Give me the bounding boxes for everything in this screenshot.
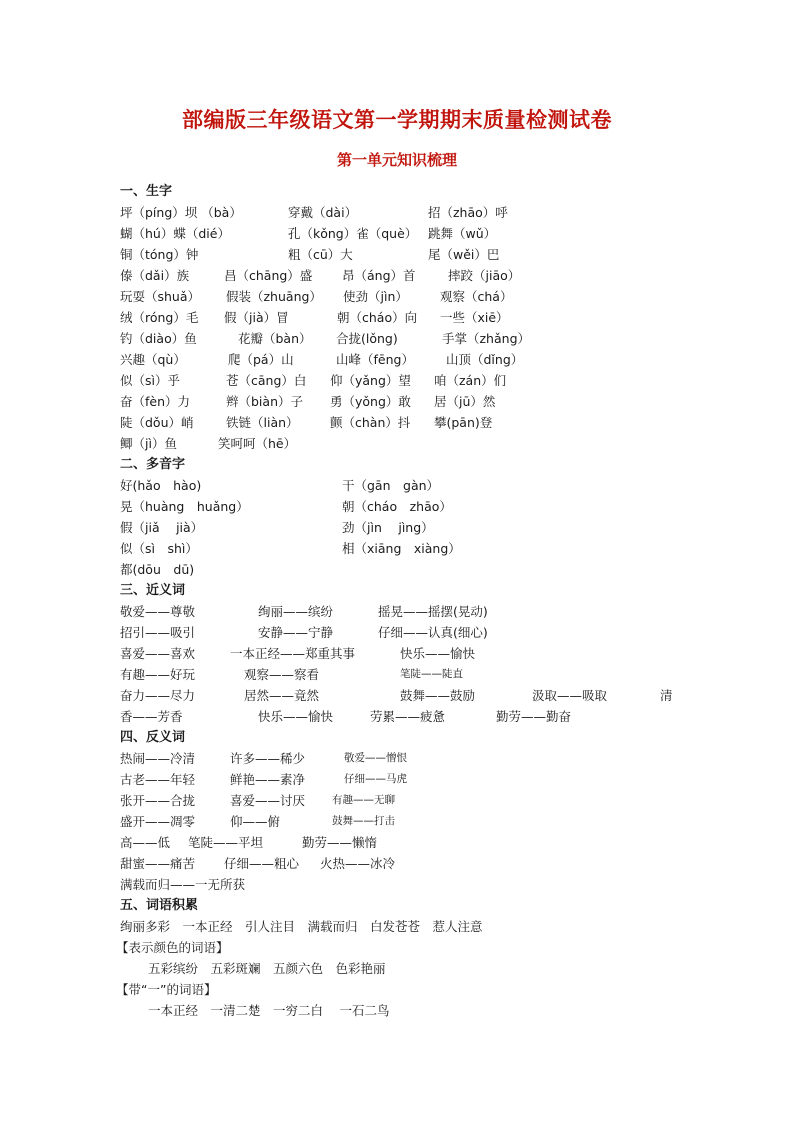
char-entry: 似（sì）乎 — [120, 373, 180, 388]
antonym-pair: 仰——俯 — [230, 814, 281, 829]
polyphone-entry: 晃（huàng huǎng） — [120, 499, 249, 514]
polyphone-row — [120, 496, 720, 517]
synonym-pair: 勤劳——勤奋 — [496, 709, 572, 724]
char-entry: 笑呵呵（hē） — [218, 436, 297, 451]
antonym-pair: 满载而归——一无所获 — [120, 877, 246, 892]
section-heading-antonyms: 四、反义词 — [120, 730, 186, 745]
char-entry: 假（jià）冒 — [224, 310, 289, 325]
char-row — [120, 370, 720, 391]
polyphone-entry: 假（jiǎ jià） — [120, 520, 204, 535]
synonym-pair: 敬爱——尊敬 — [120, 604, 196, 619]
char-entry: 仰（yǎng）望 — [330, 373, 411, 388]
antonym-row — [120, 874, 720, 895]
antonym-pair: 勤劳——懒惰 — [302, 835, 378, 850]
antonym-pair: 敬爱——憎恨 — [344, 752, 407, 764]
char-entry: 山顶（dǐng） — [446, 352, 524, 367]
vocabulary-line: 绚丽多彩 一本正经 引人注目 满载而归 白发苍苍 惹人注意 — [120, 919, 483, 934]
synonym-pair: 香——芳香 — [120, 709, 183, 724]
vocabulary-subheading-yi: 【带“一”的词语】 — [116, 982, 217, 997]
char-entry: 蝴（hú）蝶（dié） — [120, 226, 230, 241]
char-entry: 傣（dǎi）族 — [120, 268, 190, 283]
synonym-pair: 摇晃——摇摆(晃动) — [378, 604, 488, 619]
polyphone-entry: 干（gān gàn） — [342, 478, 440, 493]
synonym-row — [120, 622, 720, 643]
char-entry: 孔（kǒng）雀（què） — [288, 226, 418, 241]
char-entry: 铁链（liàn） — [226, 415, 299, 430]
antonym-row — [120, 790, 720, 811]
char-entry: 花瓣（bàn） — [238, 331, 312, 346]
antonym-pair: 火热——冰冷 — [320, 856, 396, 871]
char-row — [120, 433, 720, 454]
polyphone-row — [120, 559, 720, 580]
synonym-pair: 劳累——疲惫 — [370, 709, 446, 724]
polyphone-entry: 朝（cháo zhāo） — [342, 499, 452, 514]
antonym-pair: 热闹——冷清 — [120, 751, 196, 766]
synonym-pair: 奋力——尽力 — [120, 688, 196, 703]
char-entry: 跳舞（wǔ） — [428, 226, 497, 241]
antonym-pair: 盛开——凋零 — [120, 814, 196, 829]
synonym-row — [120, 601, 720, 622]
char-entry: 鲫（jì）鱼 — [120, 436, 177, 451]
synonym-pair: 安静——宁静 — [258, 625, 334, 640]
synonym-pair: 快乐——愉快 — [400, 646, 476, 661]
char-entry: 昌（chāng）盛 — [224, 268, 313, 283]
synonym-pair: 一本正经——郑重其事 — [230, 646, 356, 661]
synonym-row — [120, 685, 720, 706]
antonym-pair: 甜蜜——痛苦 — [120, 856, 196, 871]
char-entry: 招（zhāo）呼 — [428, 205, 508, 220]
section-heading-characters: 一、生字 — [120, 184, 173, 199]
vocabulary-yi-words: 一本正经 一清二楚 一穷二白 一石二鸟 — [148, 1003, 390, 1018]
synonym-pair: 仔细——认真(细心) — [378, 625, 488, 640]
antonym-pair: 笔陡——平坦 — [188, 835, 264, 850]
document-body — [116, 181, 720, 1021]
synonym-pair: 汲取——吸取 — [532, 688, 608, 703]
antonym-pair: 鲜艳——素净 — [230, 772, 306, 787]
synonym-pair: 有趣——好玩 — [120, 667, 196, 682]
char-entry: 昂（áng）首 — [342, 268, 416, 283]
char-entry: 使劲（jìn） — [343, 289, 408, 304]
unit-subtitle: 第一单元知识梳理 — [336, 151, 457, 169]
polyphone-entry: 相（xiāng xiàng） — [342, 541, 461, 556]
antonym-pair: 仔细——粗心 — [224, 856, 300, 871]
char-entry: 玩耍（shuǎ） — [120, 289, 201, 304]
synonym-pair: 居然——竟然 — [244, 688, 320, 703]
char-row — [120, 349, 720, 370]
char-entry: 陡（dǒu）峭 — [120, 415, 194, 430]
char-row — [120, 244, 720, 265]
char-entry: 苍（cāng）白 — [226, 373, 307, 388]
char-entry: 钓（diào）鱼 — [120, 331, 197, 346]
char-entry: 一些（xiē） — [440, 310, 509, 325]
polyphone-row — [120, 538, 720, 559]
char-entry: 咱（zán）们 — [434, 373, 507, 388]
synonym-pair-fragment: 清 — [660, 688, 673, 703]
char-row — [120, 328, 720, 349]
synonym-pair: 喜爱——喜欢 — [120, 646, 196, 661]
char-entry: 绒（róng）毛 — [120, 310, 199, 325]
char-entry: 粗（cū）大 — [288, 247, 353, 262]
antonym-pair: 鼓舞——打击 — [332, 815, 395, 827]
vocabulary-subheading-colors: 【表示颜色的词语】 — [116, 940, 229, 955]
antonym-pair: 有趣——无聊 — [332, 794, 395, 806]
synonym-pair: 鼓舞——鼓励 — [400, 688, 476, 703]
char-entry: 攀(pān)登 — [434, 415, 493, 430]
antonym-pair: 古老——年轻 — [120, 772, 196, 787]
char-entry: 朝（cháo）向 — [337, 310, 418, 325]
page-title: 部编版三年级语文第一学期期末质量检测试卷 — [182, 108, 612, 132]
char-entry: 手掌（zhǎng） — [442, 331, 531, 346]
char-entry: 山峰（fēng） — [336, 352, 414, 367]
polyphone-row — [120, 475, 720, 496]
char-entry: 勇（yǒng）敢 — [330, 394, 411, 409]
char-entry: 尾（wěi）巴 — [428, 247, 500, 262]
antonym-pair: 喜爱——讨厌 — [230, 793, 306, 808]
char-row — [120, 412, 720, 433]
char-row — [120, 202, 720, 223]
polyphone-entry: 劲（jìn jìng） — [342, 520, 434, 535]
synonym-row — [120, 706, 720, 727]
char-entry: 合拢(lǒng) — [336, 331, 398, 346]
char-entry: 爬（pá）山 — [228, 352, 294, 367]
section-heading-polyphones: 二、多音字 — [120, 457, 186, 472]
char-entry: 穿戴（dài） — [288, 205, 358, 220]
char-entry: 居（jū）然 — [434, 394, 496, 409]
char-entry: 颤（chàn）抖 — [330, 415, 411, 430]
antonym-pair: 张开——合拢 — [120, 793, 196, 808]
synonym-row — [120, 643, 720, 664]
synonym-pair: 笔陡——陡直 — [400, 668, 463, 680]
synonym-pair: 快乐——愉快 — [258, 709, 334, 724]
char-entry: 兴趣（qù） — [120, 352, 186, 367]
char-entry: 奋（fèn）力 — [120, 394, 191, 409]
section-heading-vocabulary: 五、词语积累 — [120, 898, 199, 913]
antonym-row — [120, 748, 720, 769]
polyphone-entry: 好(hǎo hào) — [120, 478, 202, 493]
antonym-row — [120, 832, 720, 853]
antonym-row — [120, 769, 720, 790]
char-row — [120, 286, 720, 307]
char-row — [120, 307, 720, 328]
synonym-pair: 绚丽——缤纷 — [258, 604, 334, 619]
polyphone-row — [120, 517, 720, 538]
char-row — [120, 223, 720, 244]
synonym-pair: 观察——察看 — [244, 667, 320, 682]
char-entry: 坪（píng）坝 （bà） — [120, 205, 242, 220]
vocabulary-colors-words: 五彩缤纷 五彩斑斓 五颜六色 色彩艳丽 — [148, 961, 386, 976]
char-entry: 铜（tóng）钟 — [120, 247, 199, 262]
char-entry: 观察（chá） — [440, 289, 513, 304]
char-row — [120, 391, 720, 412]
section-heading-synonyms: 三、近义词 — [120, 583, 186, 598]
char-entry: 摔跤（jiāo） — [448, 268, 521, 283]
synonym-pair: 招引——吸引 — [120, 625, 196, 640]
polyphone-entry: 都(dōu dū) — [120, 562, 195, 577]
char-entry: 辫（biàn）子 — [226, 394, 303, 409]
antonym-row — [120, 853, 720, 874]
antonym-row — [120, 811, 720, 832]
antonym-pair: 许多——稀少 — [230, 751, 306, 766]
polyphone-entry: 似（sì shì） — [120, 541, 198, 556]
antonym-pair: 高——低 — [120, 835, 171, 850]
char-entry: 假装（zhuāng） — [226, 289, 322, 304]
antonym-pair: 仔细——马虎 — [344, 773, 407, 785]
char-row — [120, 265, 720, 286]
synonym-row — [120, 664, 720, 685]
